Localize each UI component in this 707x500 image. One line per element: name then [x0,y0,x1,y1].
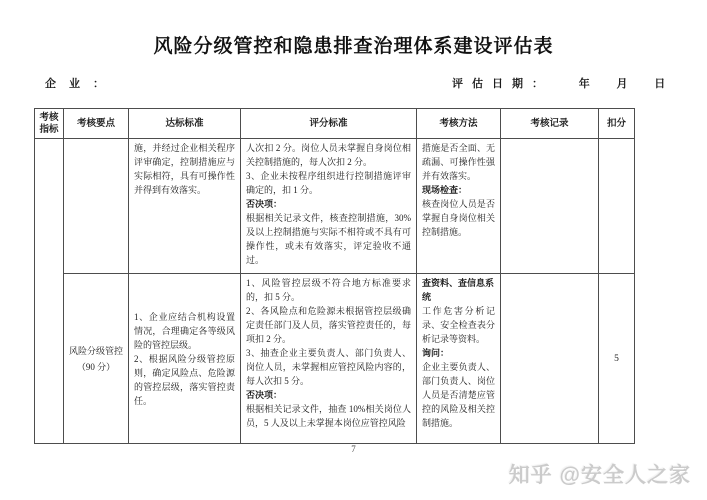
header-keypoint: 考核要点 [64,109,129,139]
date-year-label: 年 [578,78,590,90]
cell-keypoint-row1 [64,139,129,274]
page-number: 7 [351,444,356,454]
cell-method-row2: 查资料、查信息系统 工作危害分析记录、安全检查表分析记录等资料。 询问： 企业主要负责人、部门负责人、岗位人员是否清楚应管控的风险及相关控制措施。 [417,274,501,444]
cell-scoring-row1: 人次扣 2 分。岗位人员未掌握自身岗位相关控制措施的，每人次扣 2 分。 3、企业未按程序组织进行控制措施评审确定的，扣 1 分。 否决项： 根据相关记录文件，核查控制措施，30%及以上控制措施与实际不相符或不具有可操作性，或未有效落实，评定验收不通过。 [241,139,417,274]
watermark: 知乎 @安全人之家 [508,464,691,487]
header-deduction: 扣分 [599,109,635,139]
header-method: 考核方法 [417,109,501,139]
table-row [35,274,635,444]
header-indicator: 考核指标 [35,109,64,139]
cell-scoring-row2: 1、风险管控层级不符合地方标准要求的，扣 5 分。 2、各风险点和危险源未根据管控层级确定责任部门及人员，落实管控责任的，每项扣 2 分。 3、抽查企业主要负责人、部门负责人、岗位人员，未掌握相应管控风险内容的，每人次扣 5 分。 否决项： 根据相关记录文件，抽查 10%相关岗位人员，5 人及以上未掌握本岗位应管控风险 [241,274,417,444]
cell-record-row1 [501,139,599,274]
cell-record-row2 [501,274,599,444]
cell-deduction-row1 [599,139,635,274]
date-day-label: 日 [654,78,666,90]
header-record: 考核记录 [501,109,599,139]
document-info-row [0,75,707,91]
cell-keypoint-row2: 风险分级管控 （90 分） [64,274,129,444]
header-standard: 达标标准 [129,109,241,139]
cell-standard-row1: 施，并经过企业相关程序评审确定，控制措施应与实际相符，具有可操作性并得到有效落实。 [129,139,241,274]
evaluation-date [452,75,665,91]
table-header-row [35,109,635,139]
cell-indicator [35,139,64,444]
page-title: 风险分级管控和隐患排查治理体系建设评估表 [153,36,554,57]
cell-method-row1: 措施是否全面、无疏漏、可操作性强并有效落实。 现场检查： 核查岗位人员是否掌握自身岗位相关控制措施。 [417,139,501,274]
date-label: 评估日期： [452,78,552,90]
evaluation-table [34,108,635,444]
date-month-label: 月 [616,78,628,90]
header-scoring: 评分标准 [241,109,417,139]
cell-standard-row2: 1、企业应结合机构设置情况，合理确定各等级风险的管控层级。 2、根据风险分级管控原则，确定风险点、危险源的管控层级，落实管控责任。 [129,274,241,444]
enterprise-label: 企业： [45,78,117,90]
deduction-score: 5 [614,353,619,364]
table-row [35,139,635,274]
cell-deduction-row2 [599,274,635,444]
